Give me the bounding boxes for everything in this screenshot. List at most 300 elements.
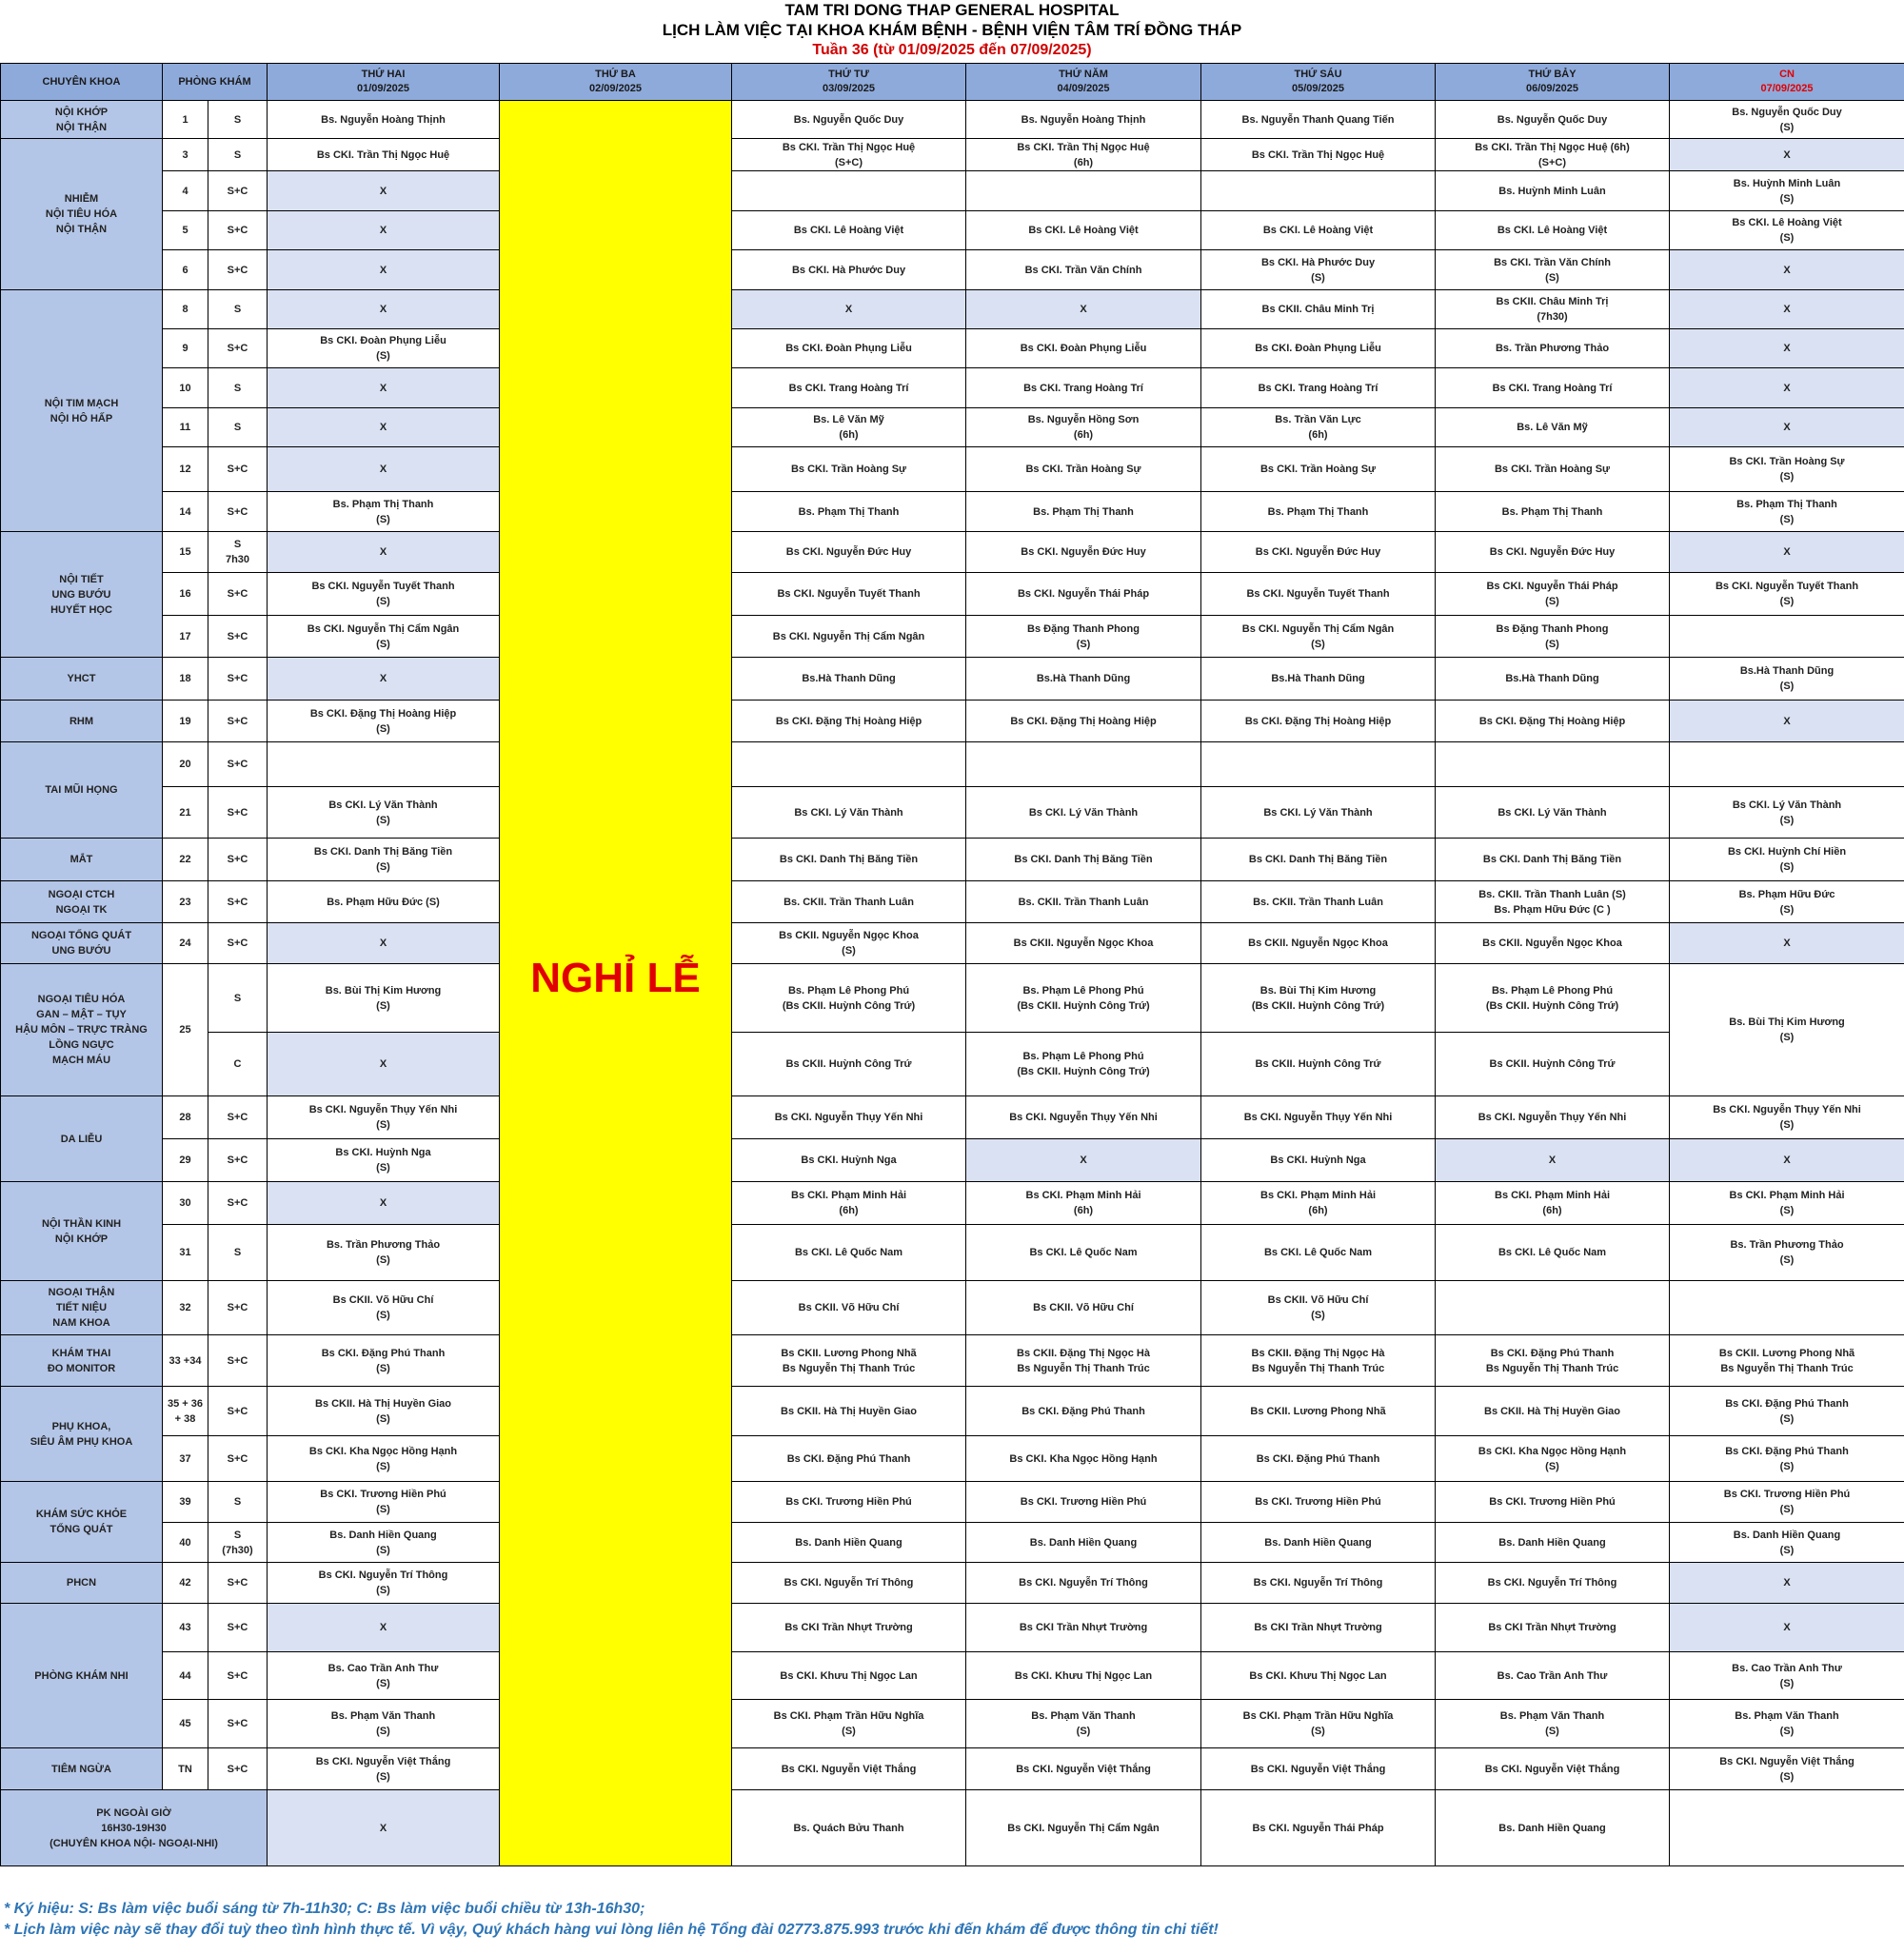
- schedule-cell: Bs CKI. Danh Thị Băng Tiền: [1201, 839, 1436, 881]
- schedule-cell: Bs CKI. Phạm Minh Hải (6h): [732, 1182, 966, 1225]
- schedule-cell: Bs. Nguyễn Quốc Duy: [732, 101, 966, 139]
- schedule-cell: Bs. Trần Phương Thảo (S): [268, 1225, 500, 1281]
- schedule-cell: Bs CKI. Đoàn Phụng Liễu (S): [268, 329, 500, 368]
- room-cell: 3: [163, 139, 208, 171]
- session-cell: S+C: [208, 881, 268, 923]
- schedule-cell: Bs CKII. Huỳnh Công Trứ: [1201, 1033, 1436, 1096]
- table-row: [1, 1387, 1904, 1436]
- table-row: [1, 923, 1904, 964]
- session-cell: S+C: [208, 923, 268, 964]
- sunday-cell: X: [1670, 408, 1904, 447]
- schedule-cell: Bs CKII. Châu Minh Trị (7h30): [1436, 290, 1670, 329]
- sunday-cell: Bs CKI. Nguyễn Thụy Yến Nhi (S): [1670, 1096, 1904, 1139]
- schedule-cell: X: [268, 447, 500, 492]
- specialty-cell: NỘI TIẾT UNG BƯỚU HUYẾT HỌC: [1, 532, 163, 658]
- room-cell: 33 +34: [163, 1335, 208, 1387]
- schedule-cell: Bs. Danh Hiền Quang: [1436, 1523, 1670, 1563]
- sunday-cell: X: [1670, 1139, 1904, 1182]
- schedule-cell: Bs CKI. Đặng Phú Thanh: [966, 1387, 1201, 1436]
- schedule-cell: Bs CKI. Nguyễn Việt Thắng: [1436, 1748, 1670, 1790]
- schedule-cell: Bs CKII. Nguyễn Ngọc Khoa: [1436, 923, 1670, 964]
- schedule-cell: Bs CKI. Nguyễn Trí Thông: [1201, 1563, 1436, 1604]
- table-row: [1, 211, 1904, 250]
- schedule-cell: Bs CKI. Lê Quốc Nam: [966, 1225, 1201, 1281]
- schedule-cell: Bs CKII. Lương Phong Nhã Bs Nguyễn Thị Thanh Trúc: [732, 1335, 966, 1387]
- schedule-cell: Bs CKI. Đặng Thị Hoàng Hiệp: [966, 701, 1201, 742]
- schedule-cell: Bs CKI. Lê Quốc Nam: [1201, 1225, 1436, 1281]
- schedule-cell: Bs. CKII. Trần Thanh Luân: [732, 881, 966, 923]
- session-cell: S+C: [208, 1281, 268, 1335]
- schedule-cell: Bs CKI. Khưu Thị Ngọc Lan: [732, 1652, 966, 1700]
- schedule-cell: Bs CKII. Huỳnh Công Trứ: [1436, 1033, 1670, 1096]
- schedule-cell: X: [268, 1790, 500, 1866]
- room-cell: 4: [163, 171, 208, 211]
- table-row: [1, 1096, 1904, 1139]
- sunday-cell: X: [1670, 923, 1904, 964]
- col-specialty-header: CHUYÊN KHOA: [1, 64, 163, 101]
- schedule-cell: Bs CKI. Đoàn Phụng Liễu: [1201, 329, 1436, 368]
- sunday-cell: Bs. Nguyễn Quốc Duy (S): [1670, 101, 1904, 139]
- schedule-cell: Bs CKI. Lý Văn Thành: [1201, 787, 1436, 839]
- room-cell: 11: [163, 408, 208, 447]
- schedule-cell: Bs. Phạm Thị Thanh: [1201, 492, 1436, 532]
- schedule-cell: Bs CKI. Nguyễn Thái Pháp: [966, 573, 1201, 616]
- schedule-cell: Bs CKI. Đặng Thị Hoàng Hiệp (S): [268, 701, 500, 742]
- schedule-cell: Bs.Hà Thanh Dũng: [1201, 658, 1436, 701]
- schedule-cell: Bs. Danh Hiền Quang: [1201, 1523, 1436, 1563]
- room-cell: 10: [163, 368, 208, 408]
- sunday-cell: [1670, 742, 1904, 787]
- sunday-cell: X: [1670, 1604, 1904, 1652]
- schedule-cell: X: [268, 211, 500, 250]
- session-cell: S+C: [208, 329, 268, 368]
- schedule-cell: Bs CKI. Đặng Thị Hoàng Hiệp: [1436, 701, 1670, 742]
- schedule-cell: Bs CKI. Danh Thị Băng Tiền: [732, 839, 966, 881]
- sunday-cell: X: [1670, 532, 1904, 573]
- session-cell: S+C: [208, 1096, 268, 1139]
- sunday-cell: Bs CKI. Huỳnh Chí Hiền (S): [1670, 839, 1904, 881]
- schedule-cell: Bs CKI. Nguyễn Việt Thắng: [1201, 1748, 1436, 1790]
- table-row: [1, 1523, 1904, 1563]
- session-cell: S: [208, 1482, 268, 1523]
- session-cell: S+C: [208, 171, 268, 211]
- table-row: [1, 139, 1904, 171]
- schedule-cell: Bs CKI. Trần Hoàng Sự: [1201, 447, 1436, 492]
- room-cell: 8: [163, 290, 208, 329]
- schedule-cell: Bs CKI. Đặng Phú Thanh (S): [268, 1335, 500, 1387]
- schedule-cell: Bs CKI. Nguyễn Thị Cẩm Ngân (S): [268, 616, 500, 658]
- schedule-cell: Bs CKI. Huỳnh Nga (S): [268, 1139, 500, 1182]
- table-row: [1, 368, 1904, 408]
- sunday-cell: Bs CKI. Lê Hoàng Việt (S): [1670, 211, 1904, 250]
- room-cell: 30: [163, 1182, 208, 1225]
- room-cell: TN: [163, 1748, 208, 1790]
- schedule-cell: Bs.Hà Thanh Dũng: [732, 658, 966, 701]
- schedule-cell: [732, 171, 966, 211]
- col-day-header: THỨ HAI 01/09/2025: [268, 64, 500, 101]
- room-cell: 43: [163, 1604, 208, 1652]
- holiday-label: NGHỈ LỄ: [530, 954, 701, 1001]
- schedule-cell: Bs CKII. Võ Hữu Chí: [966, 1281, 1201, 1335]
- schedule-cell: Bs CKI. Trang Hoàng Trí: [1201, 368, 1436, 408]
- hospital-name: TAM TRI DONG THAP GENERAL HOSPITAL: [784, 1, 1120, 19]
- schedule-cell: Bs CKI. Lê Hoàng Việt: [732, 211, 966, 250]
- schedule-cell: Bs CKII. Đặng Thị Ngọc Hà Bs Nguyễn Thị Thanh Trúc: [966, 1335, 1201, 1387]
- schedule-cell: [732, 742, 966, 787]
- room-cell: 39: [163, 1482, 208, 1523]
- legend-note: * Ký hiệu: S: Bs làm việc buổi sáng từ 7h-11h30; C: Bs làm việc buổi chiều từ 13h-16h30;: [4, 1901, 645, 1917]
- specialty-cell: NHIỄM NỘI TIÊU HÓA NỘI THẬN: [1, 139, 163, 290]
- schedule-cell: Bs. Trần Phương Thảo: [1436, 329, 1670, 368]
- session-cell: S+C: [208, 250, 268, 290]
- table-row: [1, 1281, 1904, 1335]
- schedule-cell: [1201, 742, 1436, 787]
- room-cell: 20: [163, 742, 208, 787]
- table-row: [1, 573, 1904, 616]
- schedule-cell: Bs CKI. Nguyễn Tuyết Thanh: [1201, 573, 1436, 616]
- schedule-cell: X: [1436, 1139, 1670, 1182]
- room-cell: 28: [163, 1096, 208, 1139]
- schedule-cell: Bs. Quách Bửu Thanh: [732, 1790, 966, 1866]
- schedule-cell: Bs. Phạm Văn Thanh (S): [1436, 1700, 1670, 1748]
- session-cell: S+C: [208, 573, 268, 616]
- specialty-cell: NỘI THẦN KINH NỘI KHỚP: [1, 1182, 163, 1281]
- schedule-cell: Bs. Nguyễn Hoàng Thịnh: [268, 101, 500, 139]
- table-row: [1, 1436, 1904, 1482]
- sunday-cell: Bs. Danh Hiền Quang (S): [1670, 1523, 1904, 1563]
- sunday-cell: Bs. Phạm Hữu Đức (S): [1670, 881, 1904, 923]
- schedule-cell: Bs.Hà Thanh Dũng: [1436, 658, 1670, 701]
- schedule-cell: Bs CKI. Kha Ngọc Hồng Hạnh (S): [1436, 1436, 1670, 1482]
- schedule-cell: Bs CKI. Lê Quốc Nam: [732, 1225, 966, 1281]
- specialty-cell: NỘI KHỚP NỘI THẬN: [1, 101, 163, 139]
- footer-notes: [4, 1899, 1898, 1941]
- schedule-cell: X: [966, 290, 1201, 329]
- holiday-column: [500, 101, 732, 1866]
- schedule-cell: Bs CKI. Nguyễn Đức Huy: [732, 532, 966, 573]
- schedule-body: [1, 101, 1904, 1866]
- schedule-cell: Bs CKI. Nguyễn Trí Thông (S): [268, 1563, 500, 1604]
- specialty-cell: YHCT: [1, 658, 163, 701]
- col-day-header: THỨ TƯ 03/09/2025: [732, 64, 966, 101]
- table-row: [1, 616, 1904, 658]
- room-cell: 22: [163, 839, 208, 881]
- schedule-cell: Bs CKI. Hà Phước Duy (S): [1201, 250, 1436, 290]
- specialty-cell: DA LIỄU: [1, 1096, 163, 1182]
- sunday-cell: Bs. Cao Trần Anh Thư (S): [1670, 1652, 1904, 1700]
- specialty-cell: TIÊM NGỪA: [1, 1748, 163, 1790]
- schedule-cell: Bs. Danh Hiền Quang: [732, 1523, 966, 1563]
- schedule-cell: Bs. Danh Hiền Quang (S): [268, 1523, 500, 1563]
- schedule-cell: X: [268, 1033, 500, 1096]
- schedule-cell: Bs CKI. Nguyễn Đức Huy: [1436, 532, 1670, 573]
- schedule-cell: Bs. Phạm Thị Thanh: [732, 492, 966, 532]
- table-row: [1, 701, 1904, 742]
- schedule-cell: Bs CKI. Lê Hoàng Việt: [966, 211, 1201, 250]
- schedule-cell: Bs CKI. Nguyễn Việt Thắng (S): [268, 1748, 500, 1790]
- room-cell: 44: [163, 1652, 208, 1700]
- table-row: [1, 881, 1904, 923]
- schedule-cell: Bs CKII. Nguyễn Ngọc Khoa: [1201, 923, 1436, 964]
- schedule-cell: Bs CKI. Phạm Trần Hữu Nghĩa (S): [732, 1700, 966, 1748]
- specialty-cell: PK NGOÀI GIỜ 16H30-19H30 (CHUYÊN KHOA NỘI- NGOẠI-NHI): [1, 1790, 268, 1866]
- session-cell: S+C: [208, 492, 268, 532]
- table-row: [1, 1182, 1904, 1225]
- schedule-cell: Bs CKI. Nguyễn Việt Thắng: [732, 1748, 966, 1790]
- schedule-cell: Bs CKI Trần Nhựt Trường: [732, 1604, 966, 1652]
- schedule-cell: Bs. Huỳnh Minh Luân: [1436, 171, 1670, 211]
- schedule-cell: Bs CKII. Nguyễn Ngọc Khoa: [966, 923, 1201, 964]
- sunday-cell: Bs. Phạm Văn Thanh (S): [1670, 1700, 1904, 1748]
- schedule-cell: Bs CKI. Nguyễn Thị Cẩm Ngân: [732, 616, 966, 658]
- schedule-cell: Bs CKI. Trần Thị Ngọc Huệ: [268, 139, 500, 171]
- schedule-cell: Bs CKI. Đặng Phú Thanh: [1201, 1436, 1436, 1482]
- schedule-cell: Bs CKII. Lương Phong Nhã: [1201, 1387, 1436, 1436]
- schedule-cell: Bs CKI. Lê Hoàng Việt: [1201, 211, 1436, 250]
- schedule-cell: Bs CKII. Nguyễn Ngọc Khoa (S): [732, 923, 966, 964]
- specialty-cell: RHM: [1, 701, 163, 742]
- schedule-cell: Bs CKI. Trương Hiền Phú: [1201, 1482, 1436, 1523]
- specialty-cell: NGOẠI TỔNG QUÁT UNG BƯỚU: [1, 923, 163, 964]
- schedule-table: [0, 63, 1904, 1866]
- room-cell: 1: [163, 101, 208, 139]
- sunday-cell: Bs CKI. Nguyễn Tuyết Thanh (S): [1670, 573, 1904, 616]
- schedule-cell: X: [268, 1182, 500, 1225]
- schedule-cell: Bs. Cao Trần Anh Thư: [1436, 1652, 1670, 1700]
- table-row: [1, 101, 1904, 139]
- sunday-cell: X: [1670, 290, 1904, 329]
- col-day-header: THỨ BA 02/09/2025: [500, 64, 732, 101]
- room-cell: 45: [163, 1700, 208, 1748]
- schedule-cell: Bs. Cao Trần Anh Thư (S): [268, 1652, 500, 1700]
- header-row: [1, 64, 1904, 101]
- specialty-cell: MẮT: [1, 839, 163, 881]
- room-cell: 18: [163, 658, 208, 701]
- schedule-cell: Bs CKI. Huỳnh Nga: [732, 1139, 966, 1182]
- specialty-cell: TAI MŨI HỌNG: [1, 742, 163, 839]
- schedule-cell: [1201, 171, 1436, 211]
- schedule-cell: Bs CKI. Lê Quốc Nam: [1436, 1225, 1670, 1281]
- schedule-cell: Bs CKI. Nguyễn Thụy Yến Nhi: [1201, 1096, 1436, 1139]
- session-cell: S: [208, 964, 268, 1033]
- table-row: [1, 1700, 1904, 1748]
- schedule-cell: Bs CKI. Phạm Minh Hải (6h): [1201, 1182, 1436, 1225]
- session-cell: S+C: [208, 616, 268, 658]
- schedule-cell: Bs CKI. Đoàn Phụng Liễu: [966, 329, 1201, 368]
- sunday-cell: Bs CKI. Lý Văn Thành (S): [1670, 787, 1904, 839]
- session-cell: S: [208, 408, 268, 447]
- schedule-cell: Bs CKI. Trần Văn Chính (S): [1436, 250, 1670, 290]
- schedule-cell: Bs. Nguyễn Quốc Duy: [1436, 101, 1670, 139]
- session-cell: S 7h30: [208, 532, 268, 573]
- sunday-cell: Bs. Huỳnh Minh Luân (S): [1670, 171, 1904, 211]
- schedule-cell: Bs. Phạm Lê Phong Phú (Bs CKII. Huỳnh Công Trứ): [1436, 964, 1670, 1033]
- session-cell: S+C: [208, 211, 268, 250]
- schedule-cell: Bs CKI. Phạm Minh Hải (6h): [1436, 1182, 1670, 1225]
- sunday-cell: Bs CKI. Trần Hoàng Sự (S): [1670, 447, 1904, 492]
- schedule-cell: Bs CKI. Trần Thị Ngọc Huệ (S+C): [732, 139, 966, 171]
- schedule-cell: Bs CKII. Hà Thị Huyền Giao: [732, 1387, 966, 1436]
- schedule-cell: Bs. CKII. Trần Thanh Luân: [1201, 881, 1436, 923]
- session-cell: C: [208, 1033, 268, 1096]
- schedule-cell: Bs CKI. Kha Ngọc Hồng Hạnh (S): [268, 1436, 500, 1482]
- schedule-cell: Bs CKI. Phạm Trần Hữu Nghĩa (S): [1201, 1700, 1436, 1748]
- session-cell: S: [208, 1225, 268, 1281]
- schedule-cell: [966, 171, 1201, 211]
- table-row: [1, 964, 1904, 1033]
- schedule-cell: Bs. Lê Văn Mỹ (6h): [732, 408, 966, 447]
- session-cell: S+C: [208, 1700, 268, 1748]
- schedule-cell: X: [268, 1604, 500, 1652]
- schedule-cell: Bs CKI. Trương Hiền Phú (S): [268, 1482, 500, 1523]
- schedule-cell: Bs Đặng Thanh Phong (S): [966, 616, 1201, 658]
- session-cell: S+C: [208, 1387, 268, 1436]
- schedule-cell: Bs CKI. Nguyễn Thái Pháp: [1201, 1790, 1436, 1866]
- room-cell: 9: [163, 329, 208, 368]
- schedule-cell: Bs CKI. Danh Thị Băng Tiền (S): [268, 839, 500, 881]
- room-cell: 19: [163, 701, 208, 742]
- schedule-cell: Bs CKI. Đặng Thị Hoàng Hiệp: [732, 701, 966, 742]
- table-row: [1, 171, 1904, 211]
- table-row: [1, 408, 1904, 447]
- schedule-cell: Bs CKI. Nguyễn Thị Cẩm Ngân (S): [1201, 616, 1436, 658]
- session-cell: S+C: [208, 1652, 268, 1700]
- schedule-cell: Bs CKII. Võ Hữu Chí: [732, 1281, 966, 1335]
- room-cell: 21: [163, 787, 208, 839]
- sunday-cell: Bs CKI. Đặng Phú Thanh (S): [1670, 1387, 1904, 1436]
- table-row: [1, 329, 1904, 368]
- schedule-cell: Bs CKI. Trần Thị Ngọc Huệ (6h) (S+C): [1436, 139, 1670, 171]
- schedule-cell: X: [268, 368, 500, 408]
- schedule-cell: Bs. Lê Văn Mỹ: [1436, 408, 1670, 447]
- contact-note: * Lịch làm việc này sẽ thay đổi tuỳ theo tình hình thực tế. Vì vậy, Quý khách hàng vui lòng liên hệ Tổng đài 02773.875.993 trước khi đến khám để được thông tin chi tiết!: [4, 1922, 1219, 1938]
- table-row: [1, 250, 1904, 290]
- room-cell: 32: [163, 1281, 208, 1335]
- schedule-cell: Bs CKII. Đặng Thị Ngọc Hà Bs Nguyễn Thị Thanh Trúc: [1201, 1335, 1436, 1387]
- schedule-cell: X: [268, 532, 500, 573]
- session-cell: S+C: [208, 701, 268, 742]
- schedule-cell: Bs CKI. Nguyễn Trí Thông: [732, 1563, 966, 1604]
- schedule-cell: Bs. Nguyễn Hồng Sơn (6h): [966, 408, 1201, 447]
- schedule-cell: X: [268, 290, 500, 329]
- schedule-cell: Bs. Phạm Văn Thanh (S): [966, 1700, 1201, 1748]
- table-row: [1, 1790, 1904, 1866]
- table-row: [1, 1604, 1904, 1652]
- schedule-cell: Bs CKI Trần Nhựt Trường: [1436, 1604, 1670, 1652]
- schedule-cell: Bs CKI. Trần Văn Chính: [966, 250, 1201, 290]
- session-cell: S: [208, 101, 268, 139]
- schedule-cell: Bs. Danh Hiền Quang: [966, 1523, 1201, 1563]
- session-cell: S+C: [208, 1335, 268, 1387]
- specialty-cell: KHÁM SỨC KHỎE TỔNG QUÁT: [1, 1482, 163, 1563]
- sunday-cell: X: [1670, 329, 1904, 368]
- schedule-cell: Bs. Phạm Văn Thanh (S): [268, 1700, 500, 1748]
- table-row: [1, 1748, 1904, 1790]
- sunday-cell: [1670, 616, 1904, 658]
- sunday-cell: Bs CKI. Trương Hiền Phú (S): [1670, 1482, 1904, 1523]
- schedule-cell: Bs CKI. Khưu Thị Ngọc Lan: [966, 1652, 1201, 1700]
- session-cell: S+C: [208, 787, 268, 839]
- schedule-cell: Bs. Phạm Lê Phong Phú (Bs CKII. Huỳnh Công Trứ): [732, 964, 966, 1033]
- schedule-cell: Bs. Phạm Lê Phong Phú (Bs CKII. Huỳnh Công Trứ): [966, 964, 1201, 1033]
- specialty-cell: NỘI TIM MẠCH NỘI HÔ HẤP: [1, 290, 163, 532]
- sunday-cell: Bs. Phạm Thị Thanh (S): [1670, 492, 1904, 532]
- schedule-cell: Bs CKI Trần Nhựt Trường: [1201, 1604, 1436, 1652]
- sunday-cell: Bs CKI. Nguyễn Việt Thắng (S): [1670, 1748, 1904, 1790]
- schedule-cell: Bs CKI. Trương Hiền Phú: [732, 1482, 966, 1523]
- specialty-cell: NGOẠI TIÊU HÓA GAN – MẬT – TỤY HẬU MÔN – TRỰC TRÀNG LỒNG NGỰC MẠCH MÁU: [1, 964, 163, 1096]
- schedule-cell: Bs. Nguyễn Hoàng Thịnh: [966, 101, 1201, 139]
- schedule-cell: [966, 742, 1201, 787]
- schedule-cell: Bs CKI Trần Nhựt Trường: [966, 1604, 1201, 1652]
- sunday-cell: Bs CKI. Phạm Minh Hải (S): [1670, 1182, 1904, 1225]
- session-cell: S: [208, 290, 268, 329]
- table-row: [1, 839, 1904, 881]
- schedule-cell: Bs. Phạm Hữu Đức (S): [268, 881, 500, 923]
- col-room-header: PHÒNG KHÁM: [163, 64, 268, 101]
- table-row: [1, 1652, 1904, 1700]
- schedule-cell: [1436, 1281, 1670, 1335]
- schedule-cell: Bs CKI. Nguyễn Thụy Yến Nhi: [1436, 1096, 1670, 1139]
- schedule-cell: Bs CKII. Châu Minh Trị: [1201, 290, 1436, 329]
- room-cell: 12: [163, 447, 208, 492]
- schedule-cell: Bs CKI. Đặng Phú Thanh Bs Nguyễn Thị Thanh Trúc: [1436, 1335, 1670, 1387]
- sunday-cell: [1670, 1790, 1904, 1866]
- col-day-header: THỨ BẢY 06/09/2025: [1436, 64, 1670, 101]
- table-row: [1, 658, 1904, 701]
- session-cell: S+C: [208, 839, 268, 881]
- room-cell: 16: [163, 573, 208, 616]
- session-cell: S+C: [208, 447, 268, 492]
- schedule-cell: Bs CKI. Phạm Minh Hải (6h): [966, 1182, 1201, 1225]
- sunday-cell: X: [1670, 368, 1904, 408]
- room-cell: 25: [163, 964, 208, 1096]
- schedule-cell: Bs CKI. Nguyễn Trí Thông: [1436, 1563, 1670, 1604]
- schedule-cell: Bs CKII. Hà Thị Huyền Giao (S): [268, 1387, 500, 1436]
- schedule-cell: [268, 742, 500, 787]
- session-cell: S: [208, 139, 268, 171]
- sunday-cell: Bs.Hà Thanh Dũng (S): [1670, 658, 1904, 701]
- schedule-cell: Bs. Phạm Thị Thanh: [1436, 492, 1670, 532]
- schedule-cell: Bs CKII. Hà Thị Huyền Giao: [1436, 1387, 1670, 1436]
- room-cell: 23: [163, 881, 208, 923]
- schedule-cell: Bs CKI. Lý Văn Thành: [1436, 787, 1670, 839]
- table-row: [1, 1335, 1904, 1387]
- sunday-cell: X: [1670, 139, 1904, 171]
- room-cell: 42: [163, 1563, 208, 1604]
- room-cell: 5: [163, 211, 208, 250]
- page-header: [0, 0, 1904, 63]
- sunday-cell: [1670, 1281, 1904, 1335]
- schedule-cell: Bs CKI. Danh Thị Băng Tiền: [1436, 839, 1670, 881]
- schedule-cell: Bs. Nguyễn Thanh Quang Tiến: [1201, 101, 1436, 139]
- schedule-cell: Bs CKI. Nguyễn Thụy Yến Nhi (S): [268, 1096, 500, 1139]
- schedule-cell: X: [268, 408, 500, 447]
- schedule-cell: Bs CKI. Trần Thị Ngọc Huệ (6h): [966, 139, 1201, 171]
- session-cell: S+C: [208, 1436, 268, 1482]
- schedule-cell: Bs CKI. Nguyễn Thụy Yến Nhi: [966, 1096, 1201, 1139]
- col-day-header: THỨ NĂM 04/09/2025: [966, 64, 1201, 101]
- table-row: [1, 1033, 1904, 1096]
- schedule-cell: X: [966, 1139, 1201, 1182]
- schedule-cell: Bs CKI. Lý Văn Thành: [966, 787, 1201, 839]
- session-cell: S+C: [208, 742, 268, 787]
- schedule-cell: Bs CKI. Danh Thị Băng Tiền: [966, 839, 1201, 881]
- sunday-cell: Bs CKI. Đặng Phú Thanh (S): [1670, 1436, 1904, 1482]
- schedule-cell: Bs CKI. Nguyễn Thị Cẩm Ngân: [966, 1790, 1201, 1866]
- week-range: Tuần 36 (từ 01/09/2025 đến 07/09/2025): [812, 42, 1092, 58]
- schedule-cell: X: [268, 250, 500, 290]
